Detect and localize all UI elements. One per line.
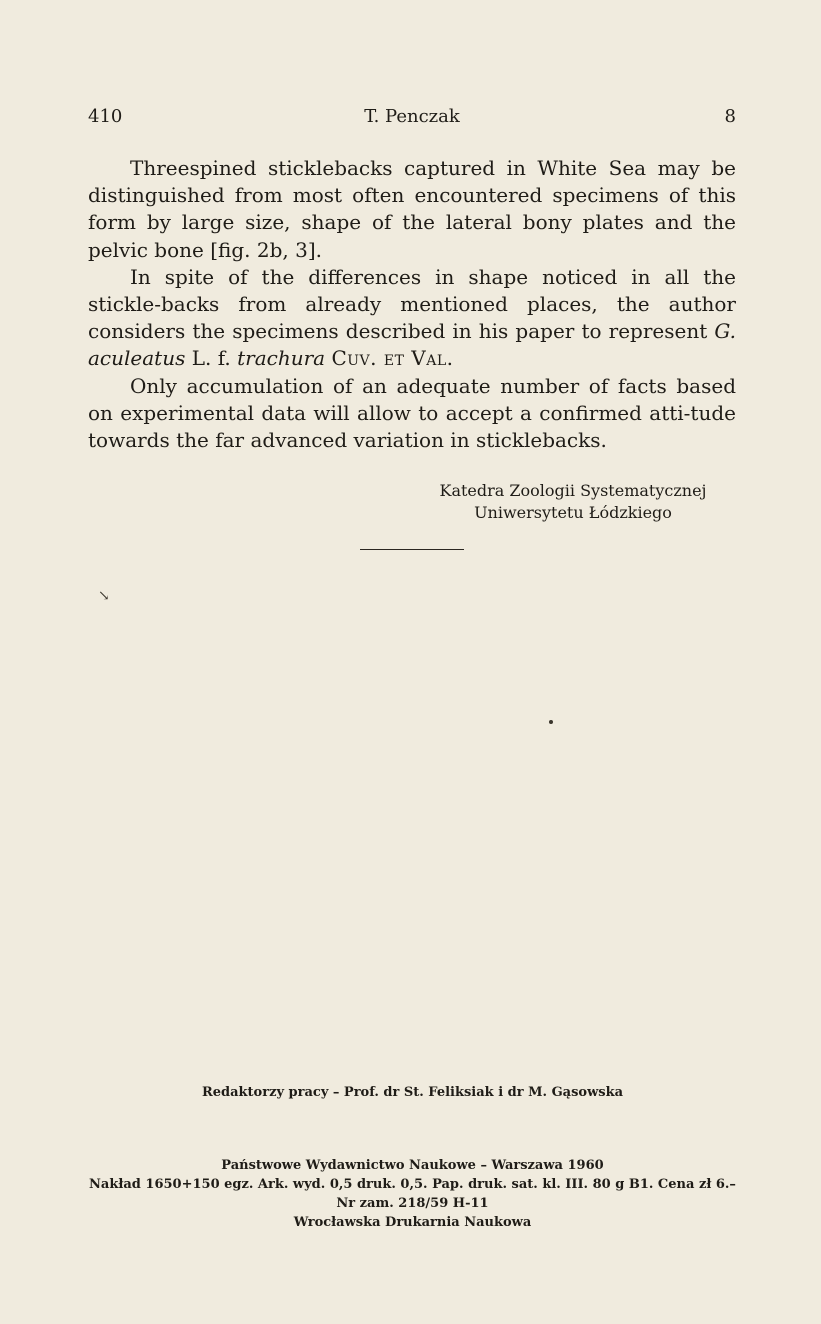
paragraph-1: Threespined sticklebacks captured in White Sea may be distinguished from most often encountered specimens of this form by large size, shape of the lateral bony plates and the pelvic bone [fig. 2b, 3].	[88, 156, 736, 262]
stray-mark-icon: ↘	[98, 588, 110, 604]
print-details-line: Nakład 1650+150 egz. Ark. wyd. 0,5 druk. 0,5. Pap. druk. sat. kl. III. 80 g B1. Cena zł 6.–	[89, 1177, 736, 1192]
paragraph-2-start: In spite of the differences in shape noticed in all the stickle-backs from already mentioned places, the author considers the specimens described in his paper to represent	[88, 264, 736, 344]
publisher-line: Państwowe Wydawnictwo Naukowe – Warszawa 1960	[221, 1158, 604, 1173]
affiliation-line-1: Katedra Zoologii Systematycznej	[439, 481, 707, 500]
editors-line: Redaktorzy pracy – Prof. dr St. Feliksiak i dr M. Gąsowska	[201, 1085, 624, 1100]
section-divider	[360, 549, 464, 550]
printer-line: Wrocławska Drukarnia Naukowa	[293, 1215, 532, 1230]
page-header	[88, 106, 736, 132]
order-number-line: Nr zam. 218/59 H-11	[336, 1196, 489, 1211]
page-number-left: 410	[88, 106, 123, 127]
species-name: G. aculeatus	[88, 319, 736, 371]
taxon-authors: Cuv. et Val.	[331, 346, 454, 371]
page-number-right: 8	[724, 106, 736, 127]
affiliation-line-2: Uniwersytetu Łódzkiego	[474, 503, 672, 522]
running-head: T. Penczak	[364, 106, 460, 127]
affiliation	[408, 480, 738, 524]
colophon	[80, 1156, 745, 1232]
body-text	[88, 155, 736, 454]
paragraph-2-mid: L. f.	[185, 346, 238, 371]
subspecies-name: trachura	[237, 346, 326, 371]
paragraph-2	[88, 264, 736, 373]
speck-icon	[549, 720, 553, 724]
paragraph-3: Only accumulation of an adequate number of facts based on experimental data will allow to accept a confirmed atti-tude towards the far advanced variation in sticklebacks.	[88, 373, 736, 453]
